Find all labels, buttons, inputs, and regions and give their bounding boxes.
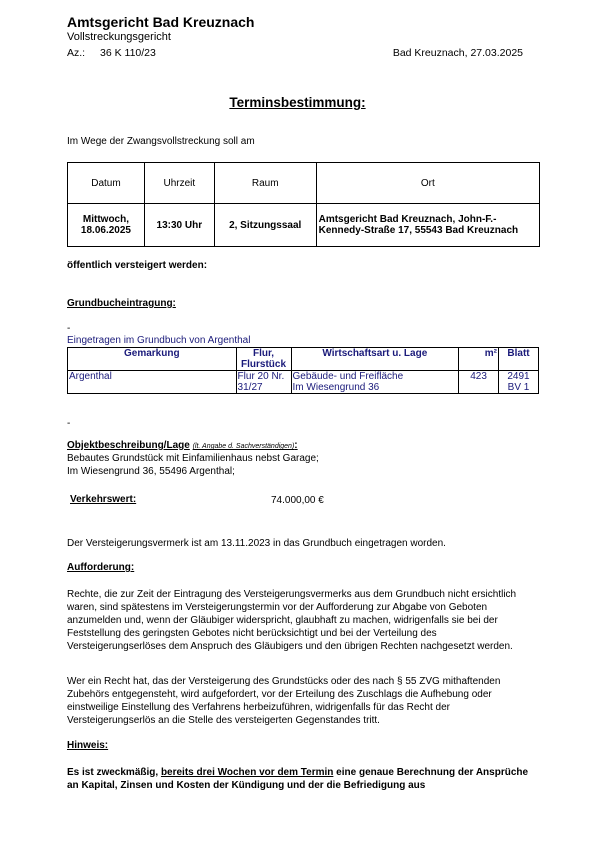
header-raum: Raum (214, 163, 316, 204)
col-flur: Flur, Flurstück (236, 348, 291, 371)
flur-line2: 31/27 (237, 382, 263, 393)
cell-m2: 423 (459, 371, 499, 394)
objekt-colon: : (294, 440, 298, 451)
header-ort: Ort (316, 163, 539, 204)
intro-text: Im Wege der Zwangsvollstreckung soll am (67, 136, 255, 147)
termin-table (67, 162, 540, 247)
flur-line1: Flur 20 Nr. (237, 371, 285, 382)
cell-lage (291, 371, 459, 394)
verkehrswert-value: 74.000,00 € (271, 495, 324, 506)
termin-location: Amtsgericht Bad Kreuznach, John-F.-Kennedy-Straße 17, 55543 Bad Kreuznach (316, 204, 539, 247)
vermerk-text: Der Versteigerungsvermerk ist am 13.11.2023 in das Grundbuch eingetragen worden. (67, 538, 446, 549)
termin-room: 2, Sitzungssaal (214, 204, 316, 247)
hinweis-pre: Es ist zweckmäßig, (67, 767, 159, 778)
col-lage: Wirtschaftsart u. Lage (291, 348, 459, 371)
aufforderung-para2: Wer ein Recht hat, das der Versteigerung des Grundstücks oder des nach § 55 ZVG mithaftenden Zubehörs entgegensteht, wird aufgefordert, vor der Erteilung des Zuschlags die Aufhebung oder einstweilige Einstellung des Verfahrens herbeizuführen, widrigenfalls für das Recht der Versteigerungserlös an die Stelle des versteigerten Gegenstandes tritt. (67, 676, 501, 726)
hinweis-underlined: bereits drei Wochen vor dem Termin (160, 767, 334, 778)
verkehrswert-label: Verkehrswert: (70, 494, 137, 505)
case-number (67, 47, 156, 59)
date-value: 18.06.2025 (80, 225, 131, 236)
header-datum: Datum (68, 163, 145, 204)
az-value: 36 K 110/23 (100, 47, 156, 59)
cell-blatt (499, 371, 539, 394)
col-m2: m² (459, 348, 499, 371)
document-title: Terminsbestimmung: (229, 95, 366, 110)
termin-time: 13:30 Uhr (144, 204, 214, 247)
termin-date (68, 204, 145, 247)
dash-1: - (67, 323, 71, 334)
az-label: Az.: (67, 47, 86, 59)
date-weekday: Mittwoch, (82, 214, 129, 225)
grundbuch-table (67, 347, 539, 394)
grundbuch-registered: Eingetragen im Grundbuch von Argenthal (67, 335, 251, 346)
objekt-note: (lt. Angabe d. Sachverständigen) (192, 443, 295, 450)
hinweis-text (67, 766, 529, 792)
hinweis-heading: Hinweis: (67, 740, 109, 751)
department: Vollstreckungsgericht (67, 31, 171, 43)
court-name: Amtsgericht Bad Kreuznach (67, 14, 255, 30)
grundbuch-heading: Grundbucheintragung: (67, 298, 176, 309)
cell-gemarkung: Argenthal (68, 371, 237, 394)
col-gemarkung: Gemarkung (68, 348, 237, 371)
blatt-line2: BV 1 (507, 382, 530, 393)
objekt-heading: Objektbeschreibung/Lage (67, 440, 190, 451)
dash-2: - (67, 418, 71, 429)
aufforderung-heading: Aufforderung: (67, 562, 135, 573)
col-blatt: Blatt (499, 348, 539, 371)
lage-line1: Gebäude- und Freifläche (292, 371, 404, 382)
objekt-line1: Bebautes Grundstück mit Einfamilienhaus nebst Garage; (67, 453, 319, 464)
cell-flur (236, 371, 291, 394)
hinweis-post: eine genaue Berechnung der Ansprüche an Kapital, Zinsen und Kosten der Kündigung und der die Befriedigung aus (67, 767, 529, 791)
blatt-line1: 2491 (507, 371, 530, 382)
objekt-heading-line (67, 440, 298, 451)
objekt-line2: Im Wiesengrund 36, 55496 Argenthal; (67, 466, 235, 477)
header-uhrzeit: Uhrzeit (144, 163, 214, 204)
lage-line2: Im Wiesengrund 36 (292, 382, 380, 393)
place-date: Bad Kreuznach, 27.03.2025 (392, 47, 523, 59)
versteigert-text: öffentlich versteigert werden: (67, 260, 208, 271)
aufforderung-para1: Rechte, die zur Zeit der Eintragung des Versteigerungsvermerks aus dem Grundbuch nicht ersichtlich waren, sind spätestens im Versteigerungstermin vor der Aufforderung zur Abgabe von Geboten anzumelden und, wenn der Gläubiger widerspricht, glaubhaft zu machen, widrigenfalls sie bei der Feststellung des geringsten Gebotes nicht berücksichtigt und bei der Verteilung des Versteigerungserlöses dem Anspruch des Gläubigers und den übrigen Rechten nachgesetzt werden. (67, 589, 517, 652)
